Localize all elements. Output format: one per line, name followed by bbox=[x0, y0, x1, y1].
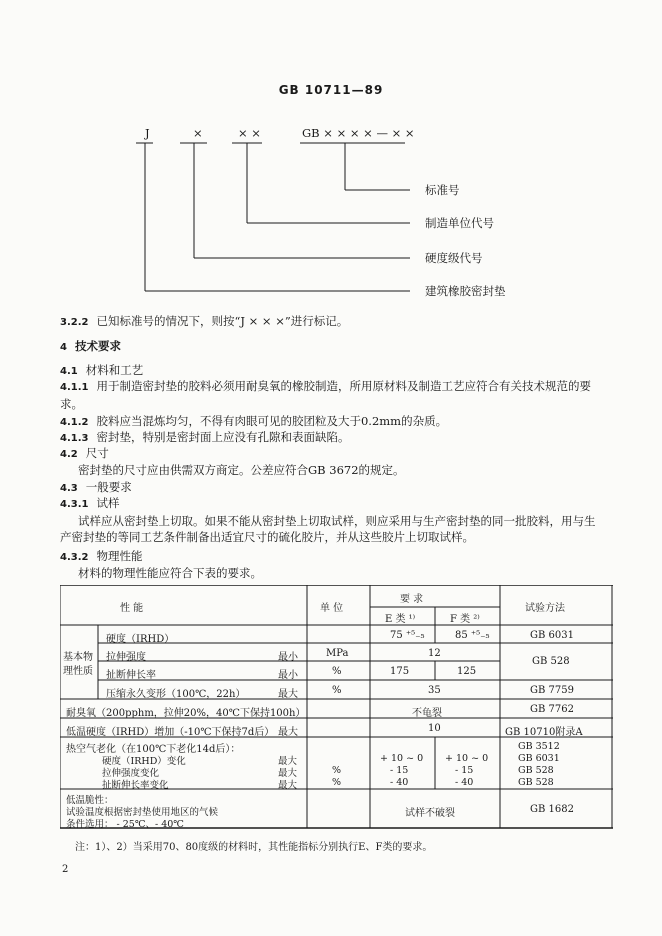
label-product: 建筑橡胶密封垫 bbox=[425, 284, 506, 298]
th-property: 性 能 bbox=[120, 603, 144, 614]
aging-tensile-e: - 15 bbox=[390, 765, 409, 776]
page-number: 2 bbox=[62, 864, 69, 875]
code-standard: GB × × × × — × × bbox=[302, 126, 415, 140]
table-note: 注：1）、2）当采用70、80度级的材料时，其性能指标分别执行E、F类的要求。 bbox=[75, 842, 433, 853]
brittle-line2: 试验温度根据密封垫使用地区的气候 bbox=[66, 807, 219, 818]
aging-hardness-limit: 最大 bbox=[278, 756, 298, 767]
aging-method-3: GB 528 bbox=[518, 765, 554, 776]
aging-elongation-unit: % bbox=[332, 777, 342, 788]
row-ozone-method: GB 7762 bbox=[530, 704, 574, 715]
row-hardness-method: GB 6031 bbox=[530, 630, 574, 641]
aging-hardness-name: 硬度（IRHD）变化 bbox=[102, 756, 186, 767]
page-header: GB 10711—89 bbox=[278, 83, 384, 97]
section-4-3-2-text: 材料的物理性能应符合下表的要求。 bbox=[78, 566, 262, 580]
aging-elongation-f: - 40 bbox=[455, 777, 474, 788]
row-tensile-limit: 最小 bbox=[278, 652, 298, 663]
row-elongation-limit: 最小 bbox=[278, 670, 298, 681]
row-ozone-name: 耐臭氧（200pphm，拉伸20%，40℃下保持100h） bbox=[66, 708, 306, 719]
section-4-2-text: 密封垫的尺寸应由供需双方商定。公差应符合GB 3672的规定。 bbox=[78, 463, 405, 477]
row-elongation-e: 175 bbox=[390, 666, 410, 677]
aging-tensile-name: 拉伸强度变化 bbox=[102, 768, 160, 779]
section-4-1-1: 4.1.1 用于制造密封垫的胶料必须用耐臭氧的橡胶制造，所用原材料及制造工艺应符合有关技术规范的要求。 bbox=[60, 379, 591, 411]
section-4-3-1: 4.3.1 试样 bbox=[60, 496, 120, 510]
aging-method-4: GB 528 bbox=[518, 777, 554, 788]
row-tensile-elongation-method: GB 528 bbox=[532, 656, 570, 667]
aging-method-1: GB 3512 bbox=[518, 741, 560, 752]
row-tensile-unit: MPa bbox=[326, 648, 349, 659]
row-elongation-name: 扯断伸长率 bbox=[106, 670, 156, 681]
row-tensile-name: 拉伸强度 bbox=[106, 652, 146, 663]
row-lowtemp-method: GB 10710附录A bbox=[505, 727, 583, 738]
brittle-title: 低温脆性： bbox=[66, 795, 114, 806]
row-compression-unit: % bbox=[332, 685, 342, 696]
row-compression-method: GB 7759 bbox=[530, 685, 574, 696]
marking-lines bbox=[0, 0, 662, 310]
aging-tensile-f: - 15 bbox=[455, 765, 474, 776]
aging-title: 热空气老化（在100℃下老化14d后）： bbox=[66, 744, 241, 755]
marking-diagram bbox=[0, 0, 662, 310]
row-hardness-name: 硬度（IRHD） bbox=[106, 634, 175, 645]
section-4: 4 技术要求 bbox=[60, 339, 121, 353]
section-4-3-2: 4.3.2 物理性能 bbox=[60, 549, 143, 563]
section-3-2-2: 3.2.2 已知标准号的情况下，则按“J × × ×”进行标记。 bbox=[60, 314, 349, 328]
th-unit: 单 位 bbox=[320, 603, 344, 614]
properties-table bbox=[60, 585, 613, 829]
aging-elongation-name: 扯断伸长率变化 bbox=[102, 780, 169, 791]
section-4-3-1-text: 试样应从密封垫上切取。如果不能从密封垫上切取试样，则应采用与生产密封垫的同一批胶料，用与生产密封垫的等同工艺条件制备出适宜尺寸的硫化胶片，并从这些胶片上切取试样。 bbox=[60, 514, 596, 544]
aging-elongation-e: - 40 bbox=[390, 777, 409, 788]
brittle-line3: 条件选用： - 25℃、- 40℃ bbox=[66, 819, 184, 830]
brittle-value: 试样不破裂 bbox=[405, 808, 455, 819]
row-compression-value: 35 bbox=[428, 685, 441, 696]
section-4-2: 4.2 尺寸 bbox=[60, 446, 109, 460]
th-class-e: E 类 ¹⁾ bbox=[385, 614, 416, 625]
th-requirement: 要 求 bbox=[400, 594, 424, 605]
row-hardness-e: 75 ⁺⁵₋₅ bbox=[390, 630, 425, 641]
row-compression-name: 压缩永久变形（100℃，22h） bbox=[106, 689, 246, 700]
aging-elongation-limit: 最大 bbox=[278, 780, 298, 791]
section-4-3: 4.3 一般要求 bbox=[60, 480, 132, 494]
row-tensile-value: 12 bbox=[428, 648, 441, 659]
section-4-1: 4.1 材料和工艺 bbox=[60, 363, 144, 377]
code-hardness: × bbox=[193, 126, 203, 140]
code-maker: × × bbox=[238, 126, 261, 140]
row-elongation-unit: % bbox=[332, 666, 342, 677]
aging-method-2: GB 6031 bbox=[518, 753, 560, 764]
section-4-1-2: 4.1.2 胶料应当混炼均匀，不得有肉眼可见的胶团粒及大于0.2mm的杂质。 bbox=[60, 414, 448, 428]
th-class-f: F 类 ²⁾ bbox=[450, 614, 480, 625]
row-elongation-f: 125 bbox=[457, 666, 477, 677]
label-maker-code: 制造单位代号 bbox=[425, 216, 494, 230]
group-basic-physical: 基本物理性质 bbox=[63, 652, 93, 677]
aging-hardness-f: + 10 ~ 0 bbox=[445, 753, 489, 764]
aging-tensile-unit: % bbox=[332, 765, 342, 776]
label-standard-no: 标准号 bbox=[425, 183, 460, 197]
aging-hardness-e: + 10 ~ 0 bbox=[380, 753, 424, 764]
aging-tensile-limit: 最大 bbox=[278, 768, 298, 779]
label-hardness-code: 硬度级代号 bbox=[425, 251, 483, 265]
row-lowtemp-limit: 最大 bbox=[278, 727, 298, 738]
section-4-1-3: 4.1.3 密封垫，特别是密封面上应没有孔隙和表面缺陷。 bbox=[60, 430, 350, 444]
code-j: J bbox=[145, 126, 150, 140]
row-compression-limit: 最大 bbox=[278, 689, 298, 700]
brittle-method: GB 1682 bbox=[530, 804, 574, 815]
row-lowtemp-name: 低温硬度（IRHD）增加（-10℃下保持7d后） bbox=[66, 727, 275, 738]
row-lowtemp-value: 10 bbox=[428, 723, 441, 734]
row-ozone-value: 不龟裂 bbox=[412, 708, 442, 719]
row-hardness-f: 85 ⁺⁵₋₅ bbox=[455, 630, 490, 641]
th-method: 试验方法 bbox=[525, 603, 565, 614]
